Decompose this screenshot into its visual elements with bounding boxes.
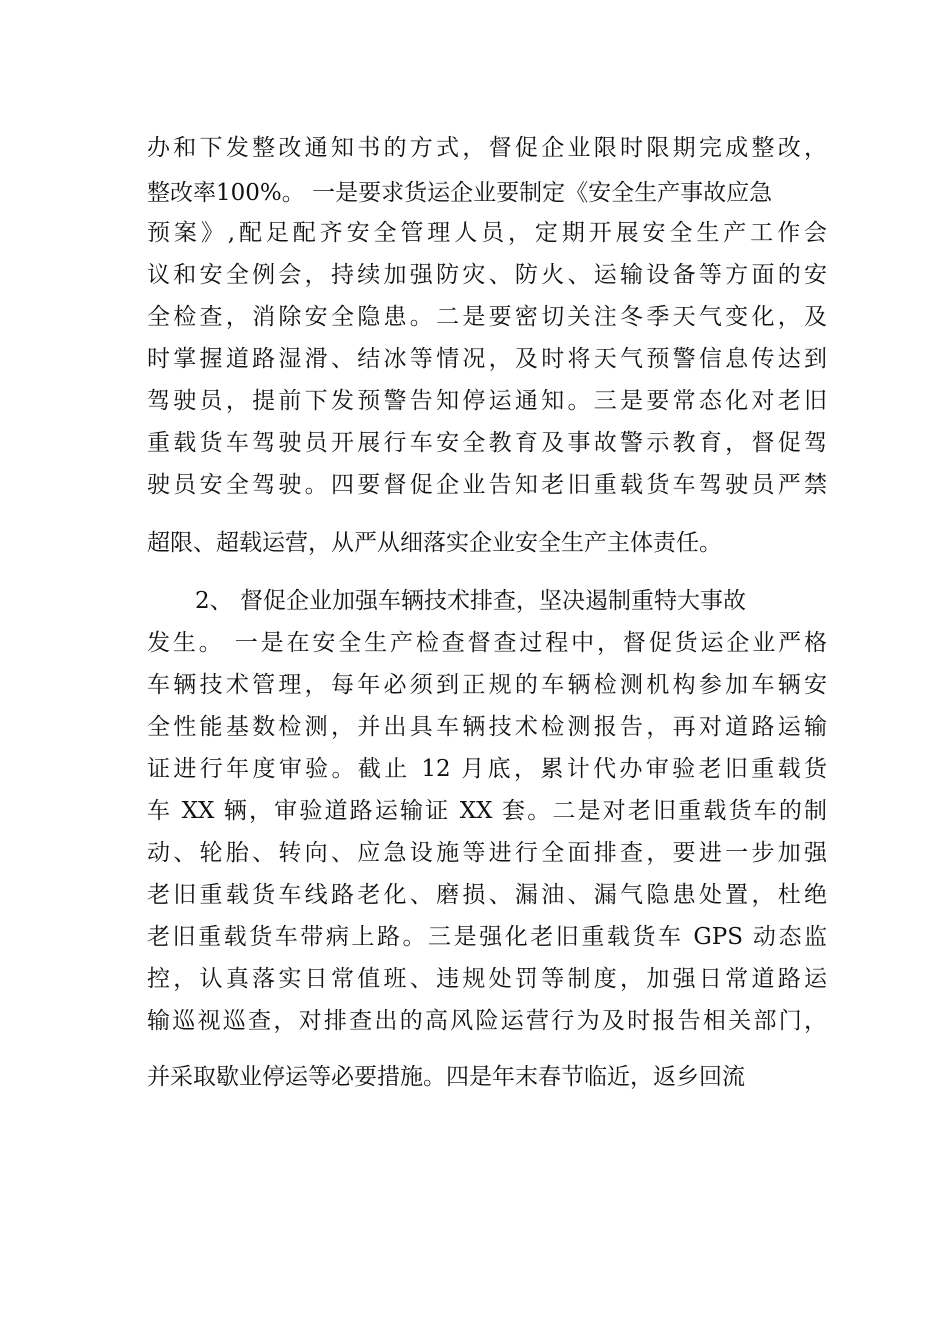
text-line-6: 时掌握道路湿滑、结冰等情况，及时将天气预警信息传达到 xyxy=(147,346,827,372)
text-line-19: 老旧重载货车带病上路。三是强化老旧重载货车 GPS 动态监 xyxy=(147,924,827,950)
text-line-14: 全性能基数检测，并出具车辆技术检测报告，再对道路运输 xyxy=(147,714,827,740)
text-line-2: 整改率100%。 一是要求货运企业要制定《安全生产事故应急 xyxy=(147,180,773,206)
text-line-12: 发生。 一是在安全生产检查督查过程中，督促货运企业严格 xyxy=(147,630,827,656)
text-line-3: 预案》,配足配齐安全管理人员，定期开展安全生产工作会 xyxy=(147,220,827,246)
text-line-13: 车辆技术管理，每年必须到正规的车辆检测机构参加车辆安 xyxy=(147,672,827,698)
text-line-7: 驾驶员，提前下发预警告知停运通知。三是要常态化对老旧 xyxy=(147,388,827,414)
text-line-20: 控，认真落实日常值班、违规处罚等制度，加强日常道路运 xyxy=(147,966,827,992)
text-line-4: 议和安全例会，持续加强防灾、防火、运输设备等方面的安 xyxy=(147,262,827,288)
text-line-18: 老旧重载货车线路老化、磨损、漏油、漏气隐患处置，杜绝 xyxy=(147,882,827,908)
text-line-22: 并采取歇业停运等必要措施。四是年末春节临近，返乡回流 xyxy=(147,1064,745,1090)
text-line-15: 证进行年度审验。截止 12 月底，累计代办审验老旧重载货 xyxy=(147,756,827,782)
section-heading-2: 2、 督促企业加强车辆技术排查，坚决遏制重特大事故 xyxy=(195,588,746,614)
text-line-17: 动、轮胎、转向、应急设施等进行全面排查，要进一步加强 xyxy=(147,840,827,866)
text-line-16: 车 XX 辆，审验道路运输证 XX 套。二是对老旧重载货车的制 xyxy=(147,798,827,824)
text-line-10: 超限、超载运营，从严从细落实企业安全生产主体责任。 xyxy=(147,530,722,556)
text-line-21: 输巡视巡查，对排查出的高风险运营行为及时报告相关部门， xyxy=(147,1008,827,1034)
text-line-1: 办和下发整改通知书的方式，督促企业限时限期完成整改， xyxy=(147,135,827,161)
text-line-9: 驶员安全驾驶。四要督促企业告知老旧重载货车驾驶员严禁 xyxy=(147,472,827,498)
text-line-8: 重载货车驾驶员开展行车安全教育及事故警示教育，督促驾 xyxy=(147,430,827,456)
text-line-5: 全检查，消除安全隐患。二是要密切关注冬季天气变化，及 xyxy=(147,304,827,330)
